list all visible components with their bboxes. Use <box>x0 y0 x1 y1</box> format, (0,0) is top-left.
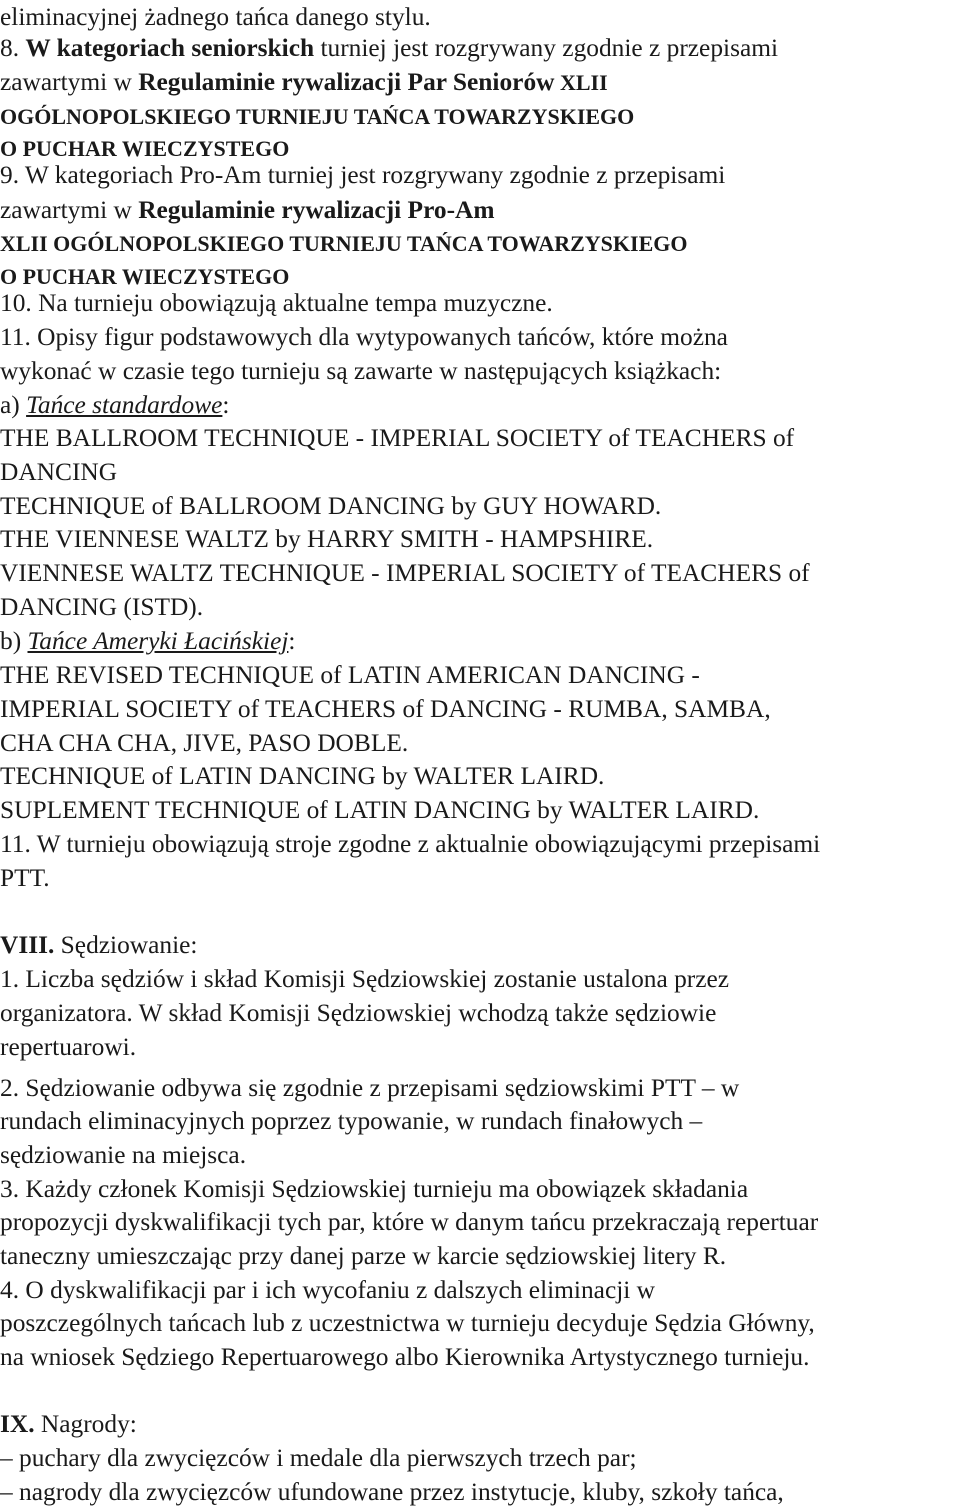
text-line <box>0 624 295 658</box>
text-run: 11. Opisy figur podstawowych dla wytypowanych tańców, które można <box>0 323 728 351</box>
text-line <box>0 1475 784 1509</box>
text-line <box>0 31 778 65</box>
text-line <box>0 99 634 134</box>
text-run: PTT. <box>0 864 50 892</box>
text-line <box>0 1172 748 1206</box>
text-run: THE REVISED TECHNIQUE of LATIN AMERICAN DANCING - <box>0 661 700 689</box>
text-run: SUPLEMENT TECHNIQUE of LATIN DANCING by WALTER LAIRD. <box>0 796 760 824</box>
text-line <box>0 421 794 455</box>
text-line <box>0 1205 818 1239</box>
text-line <box>0 1030 136 1064</box>
text-line <box>0 556 810 590</box>
text-run: OGÓLNOPOLSKIEGO TURNIEJU TAŃCA TOWARZYSKIEGO <box>0 104 635 129</box>
text-line <box>0 1071 739 1105</box>
text-line <box>0 759 604 793</box>
text-run: TECHNIQUE of BALLROOM DANCING by GUY HOWARD. <box>0 492 662 520</box>
text-line <box>0 455 117 489</box>
text-line <box>0 1441 637 1475</box>
text-run: XLII OGÓLNOPOLSKIEGO TURNIEJU TAŃCA TOWARZYSKIEGO <box>0 231 688 256</box>
text-line <box>0 522 653 556</box>
text-line <box>0 158 725 192</box>
text-line <box>0 1104 702 1138</box>
text-run: XLII <box>554 70 608 95</box>
text-run: Tańce standardowe <box>26 391 223 419</box>
text-line <box>0 928 197 962</box>
text-run: Tańce Ameryki Łacińskiej <box>27 627 289 655</box>
text-run: 11. W turnieju obowiązują stroje zgodne z aktualnie obowiązującymi przepisami <box>0 830 821 858</box>
text-line <box>0 286 553 320</box>
text-run: sędziowanie na miejsca. <box>0 1141 247 1169</box>
text-run: 10. Na turnieju obowiązują aktualne tempa muzyczne. <box>0 289 553 317</box>
text-line <box>0 0 431 34</box>
text-line <box>0 193 495 227</box>
text-line <box>0 827 820 861</box>
text-run: poszczególnych tańcach lub z uczestnictwa w turnieju decyduje Sędzia Główny, <box>0 1309 815 1337</box>
text-line <box>0 1340 809 1374</box>
text-run: b) <box>0 627 28 655</box>
text-run: Regulaminie rywalizacji Pro-Am <box>138 196 495 224</box>
text-run: IX. <box>0 1410 35 1438</box>
text-run: – nagrody dla zwycięzców ufundowane przez instytucje, kluby, szkoły tańca, <box>0 1478 784 1506</box>
text-run: 8. <box>0 34 26 62</box>
text-line <box>0 489 661 523</box>
text-run: DANCING (ISTD). <box>0 593 204 621</box>
text-line <box>0 996 716 1030</box>
text-run: TECHNIQUE of LATIN DANCING by WALTER LAIRD. <box>0 762 605 790</box>
text-run: THE VIENNESE WALTZ by HARRY SMITH - HAMPSHIRE. <box>0 525 654 553</box>
text-run: O PUCHAR WIECZYSTEGO <box>0 136 290 161</box>
text-run: THE BALLROOM TECHNIQUE - IMPERIAL SOCIETY of TEACHERS of <box>0 424 795 452</box>
text-run: wykonać w czasie tego turnieju są zawarte w następujących książkach: <box>0 357 722 385</box>
text-run: : <box>222 391 230 419</box>
text-line <box>0 793 759 827</box>
text-run: Nagrody: <box>34 1410 137 1438</box>
text-line <box>0 320 728 354</box>
text-run: propozycji dyskwalifikacji tych par, które w danym tańcu przekraczają repertuar <box>0 1208 819 1236</box>
text-line <box>0 692 771 726</box>
text-run: VIENNESE WALTZ TECHNIQUE - IMPERIAL SOCIETY of TEACHERS of <box>0 559 810 587</box>
text-run: : <box>288 627 296 655</box>
text-line <box>0 1306 815 1340</box>
text-run: repertuarowi. <box>0 1033 137 1061</box>
text-run: 4. O dyskwalifikacji par i ich wycofaniu z dalszych eliminacji w <box>0 1276 656 1304</box>
text-line <box>0 354 721 388</box>
text-line <box>0 388 229 422</box>
text-run: W kategoriach seniorskich <box>25 34 315 62</box>
text-line <box>0 861 50 895</box>
text-run: turniej jest rozgrywany zgodnie z przepisami <box>314 34 779 62</box>
text-run: na wniosek Sędziego Repertuarowego albo Kierownika Artystycznego turnieju. <box>0 1343 810 1371</box>
text-line <box>0 962 729 996</box>
text-line <box>0 590 203 624</box>
text-run: rundach eliminacyjnych poprzez typowanie, w rundach finałowych – <box>0 1107 703 1135</box>
text-run: DANCING <box>0 458 118 486</box>
text-run: 3. Każdy członek Komisji Sędziowskiej turnieju ma obowiązek składania <box>0 1175 749 1203</box>
text-run: Sędziowanie: <box>54 931 198 959</box>
text-line <box>0 726 408 760</box>
text-line <box>0 1407 137 1441</box>
text-run: zawartymi w <box>0 196 139 224</box>
text-line <box>0 1273 655 1307</box>
text-run: zawartymi w <box>0 68 139 96</box>
text-run: – puchary dla zwycięzców i medale dla pierwszych trzech par; <box>0 1444 637 1472</box>
text-run: VIII. <box>0 931 55 959</box>
text-run: eliminacyjnej żadnego tańca danego stylu. <box>0 3 431 31</box>
text-run: 9. W kategoriach Pro-Am turniej jest rozgrywany zgodnie z przepisami <box>0 161 726 189</box>
text-run: a) <box>0 391 27 419</box>
text-line <box>0 1239 726 1273</box>
text-line <box>0 226 687 261</box>
text-run: IMPERIAL SOCIETY of TEACHERS of DANCING - RUMBA, SAMBA, <box>0 695 771 723</box>
text-run: taneczny umieszczając przy danej parze w karcie sędziowskiej litery R. <box>0 1242 727 1270</box>
text-line <box>0 1138 246 1172</box>
text-run: organizatora. W skład Komisji Sędziowskiej wchodzą także sędziowie <box>0 999 717 1027</box>
text-run: 1. Liczba sędziów i skład Komisji Sędziowskiej zostanie ustalona przez <box>0 965 730 993</box>
text-run: CHA CHA CHA, JIVE, PASO DOBLE. <box>0 729 409 757</box>
text-line <box>0 658 700 692</box>
text-run: Regulaminie rywalizacji Par Seniorów <box>138 68 555 96</box>
text-run: 2. Sędziowanie odbywa się zgodnie z przepisami sędziowskimi PTT – w <box>0 1074 740 1102</box>
text-run: O PUCHAR WIECZYSTEGO <box>0 264 290 289</box>
text-line <box>0 65 608 100</box>
